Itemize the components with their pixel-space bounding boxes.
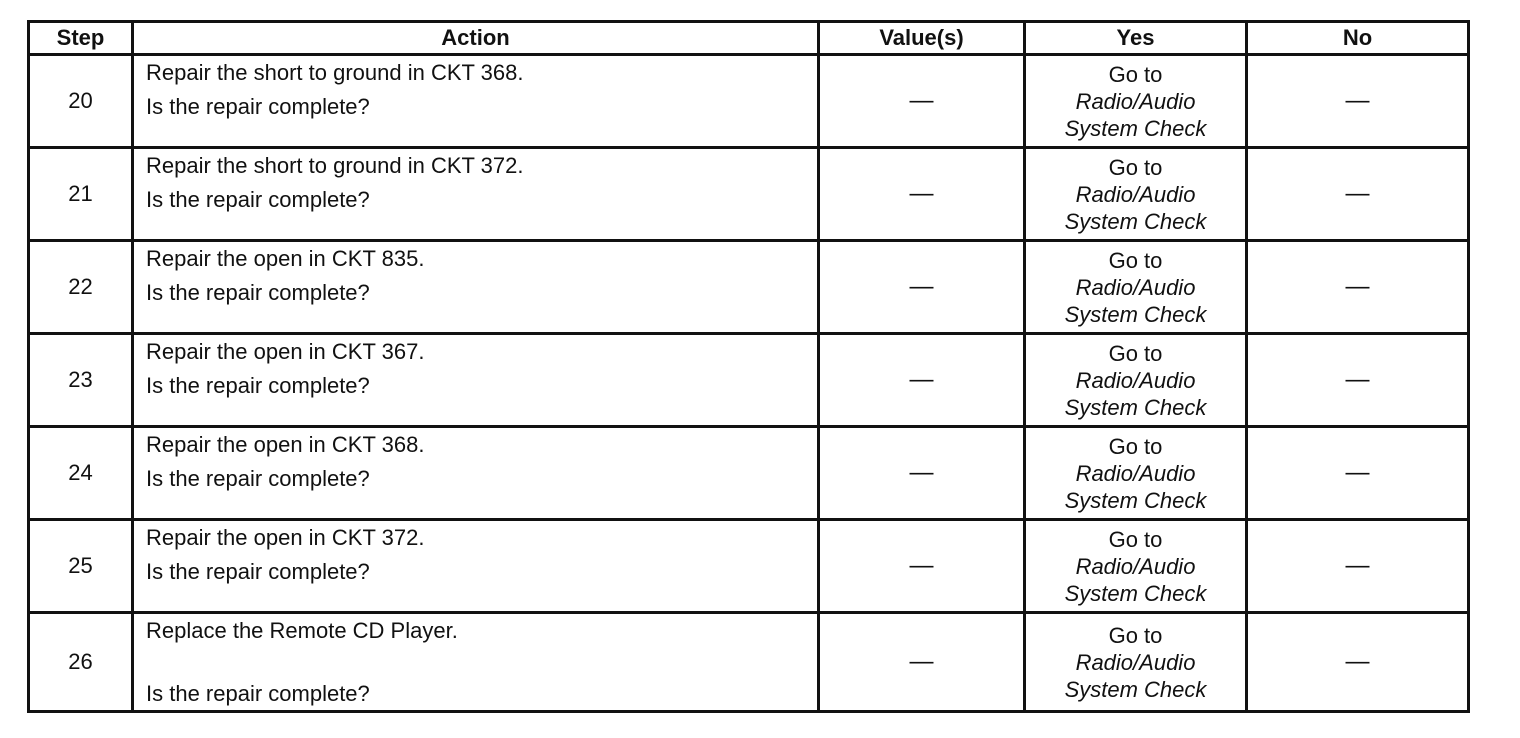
value-cell: — xyxy=(819,613,1025,712)
yes-cell xyxy=(1025,334,1247,427)
step-number: 22 xyxy=(29,241,133,334)
table-row xyxy=(29,148,1469,241)
action-instruction: Replace the Remote CD Player. xyxy=(146,618,458,643)
yes-cell xyxy=(1025,427,1247,520)
action-question: Is the repair complete? xyxy=(146,280,370,305)
yes-goto: Go to xyxy=(1108,61,1163,87)
yes-reference-line2: System Check xyxy=(1064,208,1207,234)
action-cell xyxy=(133,613,819,712)
yes-cell xyxy=(1025,241,1247,334)
yes-reference-line1: Radio/Audio xyxy=(1075,460,1196,486)
yes-reference-line1: Radio/Audio xyxy=(1075,274,1196,300)
value-cell: — xyxy=(819,334,1025,427)
action-instruction: Repair the short to ground in CKT 368. xyxy=(146,60,524,85)
action-cell xyxy=(133,427,819,520)
table-row xyxy=(29,520,1469,613)
action-instruction: Repair the open in CKT 367. xyxy=(146,339,425,364)
action-cell xyxy=(133,241,819,334)
yes-goto: Go to xyxy=(1108,154,1163,180)
action-cell xyxy=(133,55,819,148)
no-cell: — xyxy=(1247,334,1469,427)
action-question: Is the repair complete? xyxy=(146,559,370,584)
yes-cell xyxy=(1025,55,1247,148)
action-instruction: Repair the open in CKT 372. xyxy=(146,525,425,550)
action-instruction: Repair the short to ground in CKT 372. xyxy=(146,153,524,178)
yes-reference-line2: System Check xyxy=(1064,115,1207,141)
yes-reference-line1: Radio/Audio xyxy=(1075,649,1196,675)
action-question: Is the repair complete? xyxy=(146,373,370,398)
value-cell: — xyxy=(819,148,1025,241)
yes-reference-line2: System Check xyxy=(1064,394,1207,420)
no-cell: — xyxy=(1247,520,1469,613)
yes-goto: Go to xyxy=(1108,340,1163,366)
header-action: Action xyxy=(133,22,819,55)
diagnostic-table xyxy=(27,20,1470,713)
no-cell: — xyxy=(1247,241,1469,334)
step-number: 20 xyxy=(29,55,133,148)
step-number: 21 xyxy=(29,148,133,241)
step-number: 24 xyxy=(29,427,133,520)
yes-goto: Go to xyxy=(1108,622,1163,648)
yes-reference-line1: Radio/Audio xyxy=(1075,553,1196,579)
header-row xyxy=(29,22,1469,55)
action-instruction: Repair the open in CKT 368. xyxy=(146,432,425,457)
header-yes: Yes xyxy=(1025,22,1247,55)
yes-goto: Go to xyxy=(1108,433,1163,459)
table-row xyxy=(29,334,1469,427)
yes-reference-line1: Radio/Audio xyxy=(1075,181,1196,207)
no-cell: — xyxy=(1247,613,1469,712)
no-cell: — xyxy=(1247,148,1469,241)
step-number: 26 xyxy=(29,613,133,712)
no-cell: — xyxy=(1247,427,1469,520)
yes-reference-line2: System Check xyxy=(1064,580,1207,606)
yes-cell xyxy=(1025,613,1247,712)
no-cell: — xyxy=(1247,55,1469,148)
header-no: No xyxy=(1247,22,1469,55)
yes-cell xyxy=(1025,520,1247,613)
table-row xyxy=(29,427,1469,520)
yes-goto: Go to xyxy=(1108,526,1163,552)
yes-goto: Go to xyxy=(1108,247,1163,273)
action-question: Is the repair complete? xyxy=(146,187,370,212)
action-cell xyxy=(133,148,819,241)
yes-reference-line2: System Check xyxy=(1064,676,1207,702)
action-cell xyxy=(133,334,819,427)
action-question: Is the repair complete? xyxy=(146,466,370,491)
yes-reference-line1: Radio/Audio xyxy=(1075,88,1196,114)
step-number: 25 xyxy=(29,520,133,613)
value-cell: — xyxy=(819,55,1025,148)
table-row xyxy=(29,55,1469,148)
value-cell: — xyxy=(819,520,1025,613)
yes-reference-line2: System Check xyxy=(1064,301,1207,327)
value-cell: — xyxy=(819,427,1025,520)
value-cell: — xyxy=(819,241,1025,334)
action-cell xyxy=(133,520,819,613)
yes-cell xyxy=(1025,148,1247,241)
header-values: Value(s) xyxy=(819,22,1025,55)
yes-reference-line1: Radio/Audio xyxy=(1075,367,1196,393)
step-number: 23 xyxy=(29,334,133,427)
header-step: Step xyxy=(29,22,133,55)
table-row xyxy=(29,613,1469,712)
table-row xyxy=(29,241,1469,334)
action-instruction: Repair the open in CKT 835. xyxy=(146,246,425,271)
action-question: Is the repair complete? xyxy=(146,681,370,706)
action-question: Is the repair complete? xyxy=(146,94,370,119)
yes-reference-line2: System Check xyxy=(1064,487,1207,513)
